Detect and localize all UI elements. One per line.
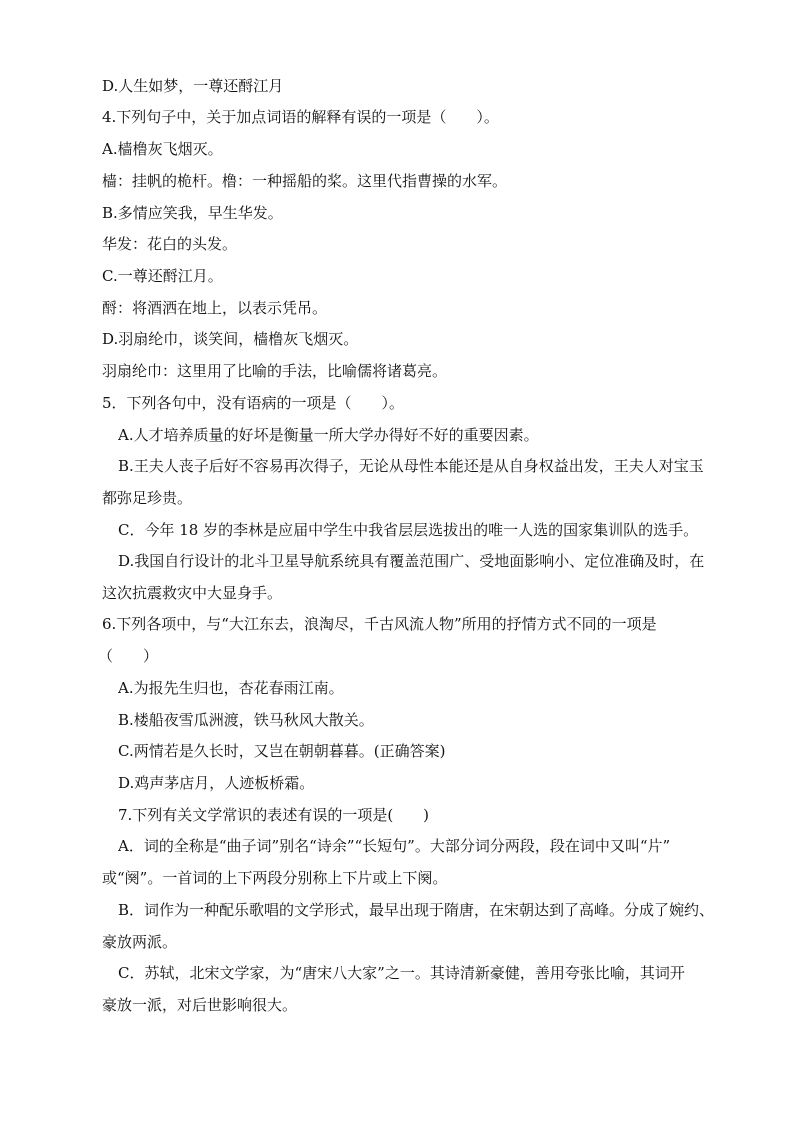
- option-d: D.我国自行设计的北斗卫星导航系统具有覆盖范围广、受地面影响小、定位准确及时，在: [118, 552, 705, 570]
- option-d-explanation: 羽扇纶巾：这里用了比喻的手法，比喻儒将诸葛亮。: [102, 362, 448, 380]
- option-a-continued: 或“阕”。一首词的上下两段分别称上下片或上下阕。: [102, 869, 448, 887]
- option-a: A．词的全称是“曲子词”别名“诗余”“长短句”。大部分词分两段，段在词中又叫“片”: [118, 837, 671, 855]
- option-d: D.鸡声茅店月，人迹板桥霜。: [118, 774, 315, 792]
- option-a: A.为报先生归也，杏花春雨江南。: [118, 679, 344, 697]
- option-b: B.多情应笑我，早生华发。: [102, 204, 283, 222]
- option-c-continued: 豪放一派，对后世影响很大。: [102, 996, 298, 1014]
- option-b: B.王夫人丧子后好不容易再次得子，无论从母性本能还是从自身权益出发，王夫人对宝玉: [118, 457, 704, 475]
- option-b: B．词作为一种配乐歌唱的文学形式，最早出现于隋唐，在宋朝达到了高峰。分成了婉约、: [118, 901, 715, 919]
- question-6-stem: 6.下列各项中，与“大江东去，浪淘尽，千古风流人物”所用的抒情方式不同的一项是: [102, 615, 657, 633]
- option-b-explanation: 华发：花白的头发。: [102, 235, 238, 253]
- option-c: C.两情若是久长时，又岂在朝朝暮暮。(正确答案): [118, 742, 446, 760]
- option-b: B.楼船夜雪瓜洲渡，铁马秋风大散关。: [118, 711, 374, 729]
- option-d: D.羽扇纶巾，谈笑间，樯橹灰飞烟灭。: [102, 330, 359, 348]
- option-a-explanation: 樯：挂帆的桅杆。橹：一种摇船的桨。这里代指曹操的水军。: [102, 172, 508, 190]
- option-c: C.一尊还酹江月。: [102, 267, 223, 285]
- text-line: D.人生如梦，一尊还酹江月: [102, 77, 284, 95]
- option-b-continued: 豪放两派。: [102, 933, 178, 951]
- option-c: C．今年 18 岁的李林是应届中学生中我省层层选拔出的唯一人选的国家集训队的选手。: [118, 521, 699, 539]
- option-c-explanation: 酹：将酒洒在地上，以表示凭吊。: [102, 299, 328, 317]
- option-b-continued: 都弥足珍贵。: [102, 489, 193, 507]
- option-a: A.樯橹灰飞烟灭。: [102, 140, 223, 158]
- option-d-continued: 这次抗震救灾中大显身手。: [102, 584, 283, 602]
- question-4-stem: 4.下列句子中，关于加点词语的解释有误的一项是（ ）。: [102, 108, 499, 126]
- option-a: A.人才培养质量的好坏是衡量一所大学办得好不好的重要因素。: [118, 426, 539, 444]
- question-7-stem: 7.下列有关文学常识的表述有误的一项是( ): [118, 806, 430, 824]
- option-c: C．苏轼，北宋文学家，为“唐宋八大家”之一。其诗清新豪健，善用夸张比喻，其词开: [118, 964, 685, 982]
- question-6-blank: （ ）: [98, 647, 159, 665]
- question-5-stem: 5．下列各句中，没有语病的一项是（ ）。: [102, 394, 405, 412]
